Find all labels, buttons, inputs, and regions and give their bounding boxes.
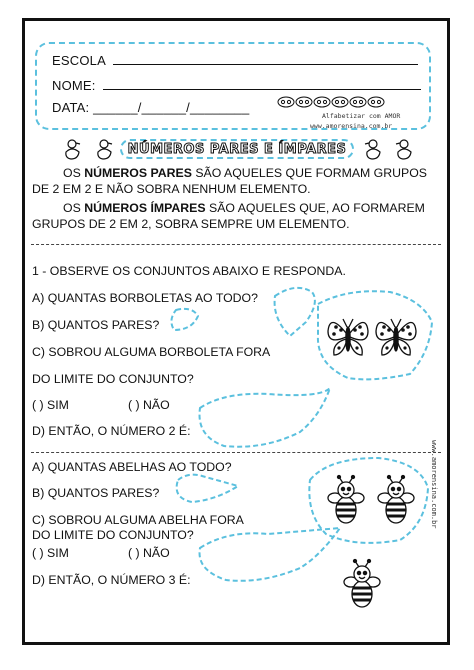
s1-question-c2: DO LIMITE DO CONJUNTO?: [32, 372, 194, 386]
instruction: 1 - OBSERVE OS CONJUNTOS ABAIXO E RESPONDA.: [32, 264, 346, 278]
intro-para2-line2: GRUPOS DE 2 EM 2, SOBRA SEMPRE UM ELEMENTO.: [32, 217, 350, 231]
answer-blob-d: [200, 388, 331, 447]
duck-right-icon: [365, 140, 411, 159]
intro-para2-line1: OS NÚMEROS ÍMPARES SÃO AQUELES QUE, AO FORMAREM: [63, 201, 425, 215]
s1-question-a: A) QUANTAS BORBOLETAS AO TODO?: [32, 291, 258, 305]
escola-label: ESCOLA: [52, 53, 106, 68]
watermark-top-2: www.amorensina.com.br: [310, 122, 393, 130]
s2-question-a: A) QUANTAS ABELHAS AO TODO?: [32, 460, 232, 474]
watermark-top-1: Alfabetizar com AMOR: [322, 112, 401, 120]
s2-question-c1: C) SOBROU ALGUMA ABELHA FORA: [32, 513, 244, 527]
owl-doodles-icon: [278, 97, 384, 107]
s1-question-c1: C) SOBROU ALGUMA BORBOLETA FORA: [32, 345, 271, 359]
answer-blob-a: [275, 288, 315, 336]
s1-question-d: D) ENTÃO, O NÚMERO 2 É:: [32, 424, 191, 438]
data-label: DATA:: [52, 100, 90, 115]
s2-question-b: B) QUANTOS PARES?: [32, 486, 160, 500]
data-blanks[interactable]: ______/______/________: [93, 100, 250, 115]
s1-question-b: B) QUANTOS PARES?: [32, 318, 160, 332]
intro-para1-line2: DE 2 EM 2 E NÃO SOBRA NENHUM ELEMENTO.: [32, 182, 311, 196]
watermark-side: www.amorensina.com.br: [430, 440, 438, 529]
butterfly-icon: [376, 319, 416, 355]
butterfly-icon: [328, 319, 368, 355]
bee-icon: [328, 476, 364, 524]
s1-option-sim[interactable]: ( ) SIM: [32, 398, 69, 412]
answer-blob-s2-d: [200, 528, 340, 581]
bee-icon: [344, 560, 380, 608]
page-title: NÚMEROS PARES E ÍMPARES: [127, 141, 347, 157]
s1-option-nao[interactable]: ( ) NÃO: [128, 398, 170, 412]
duck-left-icon: [66, 140, 112, 159]
intro-para1-line1: OS NÚMEROS PARES SÃO AQUELES QUE FORMAM GRUPOS: [63, 166, 427, 180]
s2-option-sim[interactable]: ( ) SIM: [32, 546, 69, 560]
s2-question-c2: DO LIMITE DO CONJUNTO?: [32, 528, 194, 542]
s2-option-nao[interactable]: ( ) NÃO: [128, 546, 170, 560]
answer-blob-s2-b: [177, 475, 238, 502]
bee-icon: [378, 476, 414, 524]
answer-blob-b: [171, 309, 198, 330]
s2-question-d: D) ENTÃO, O NÚMERO 3 É:: [32, 573, 191, 587]
nome-label: NOME:: [52, 78, 96, 93]
